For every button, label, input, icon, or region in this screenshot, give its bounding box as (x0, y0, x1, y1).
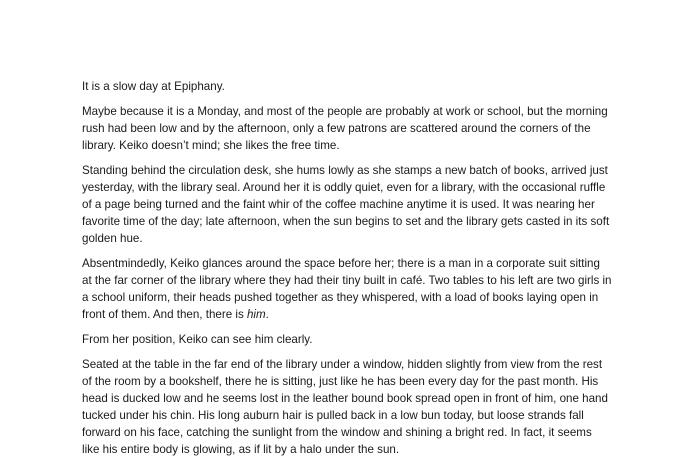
document-body (82, 78, 612, 458)
paragraph-4-emphasis: him (246, 308, 266, 321)
paragraph-5: From her position, Keiko can see him clearly. (82, 333, 313, 346)
paragraph-4-text: Absentmindedly, Keiko glances around the space before her; there is a man in a corporate suit sitting at the far corner of the library where they had their tiny built in café. Two tables to his left are two girls in a school uniform, their heads pushed together as they whispered, with a load of books laying open in front of them. And then, there is (82, 257, 612, 321)
paragraph-4 (82, 255, 612, 323)
paragraph-1: It is a slow day at Epiphany. (82, 80, 225, 93)
paragraph-4-end: . (265, 308, 269, 321)
paragraph-2: Maybe because it is a Monday, and most of the people are probably at work or school, but the morning rush had been low and by the afternoon, only a few patrons are scattered around the corners of the library. Keiko doesn’t mind; she likes the free time. (82, 105, 608, 152)
paragraph-6: Seated at the table in the far end of the library under a window, hidden slightly from view from the rest of the room by a bookshelf, there he is sitting, just like he has been every day for the past month. His head is ducked low and he seems lost in the leather bound book spread open in front of him, one hand tucked under his chin. His long auburn hair is pulled back in a low bun today, but loose strands fall forward on his face, catching the sunlight from the window and shining a bright red. In fact, it seems like his entire body is glowing, as if lit by a halo under the sun. (82, 358, 608, 456)
paragraph-3: Standing behind the circulation desk, she hums lowly as she stamps a new batch of books, arrived just yesterday, with the library seal. Around her it is oddly quiet, even for a library, with the occasional ruffle of a page being turned and the faint whir of the coffee machine anytime it is used. It was nearing her favorite time of the day; late afternoon, when the sun begins to set and the library gets casted in its soft golden hue. (82, 164, 610, 245)
